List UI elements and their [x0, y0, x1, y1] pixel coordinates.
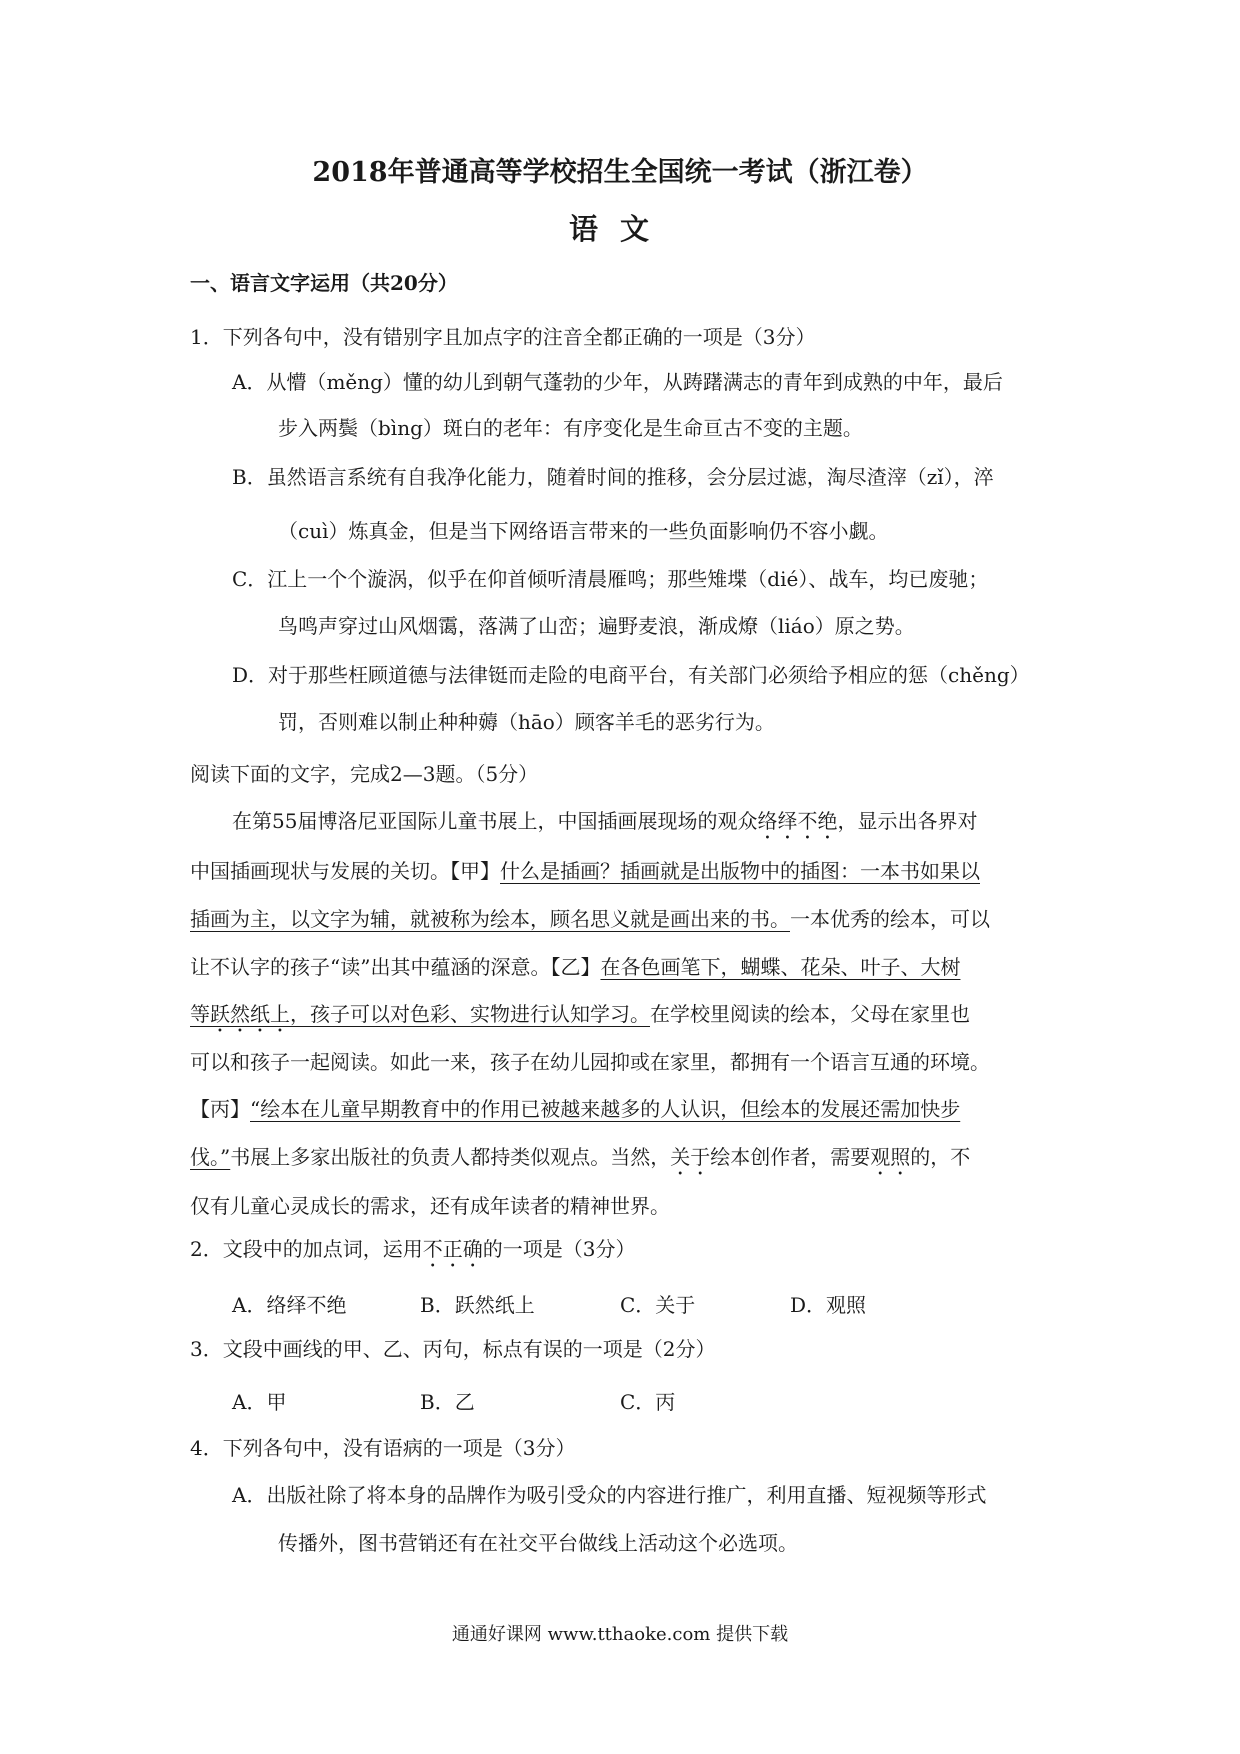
- footer-credit: 通通好课网 www.tthaoke.com 提供下载: [451, 1624, 789, 1645]
- q1-option-c-line1: C．江上一个个漩涡，似乎在仰首倾听清晨雁鸣；那些雉堞（dié）、战车，均已废驰；: [232, 567, 989, 591]
- q3-option-b: B．乙: [420, 1390, 475, 1414]
- underlined-sentence-jia: 什么是插画？插画就是出版物中的插图：一本书如果以: [500, 859, 980, 883]
- question-1-stem: 1．下列各句中，没有错别字且加点字的注音全都正确的一项是（3分）: [190, 325, 816, 349]
- q1-option-b-line2: （cuì）炼真金，但是当下网络语言带来的一些负面影响仍不容小觑。: [278, 519, 889, 543]
- reading-intro: 阅读下面的文字，完成2—3题。（5分）: [190, 762, 539, 786]
- q3-options: [0, 1386, 1240, 1416]
- q2-option-b: B．跃然纸上: [420, 1293, 535, 1317]
- q3-option-a: A．甲: [232, 1390, 287, 1414]
- question-4-stem: 4．下列各句中，没有语病的一项是（3分）: [190, 1436, 576, 1460]
- passage-line-9: 仅有儿童心灵成长的需求，还有成年读者的精神世界。: [190, 1194, 670, 1218]
- dotted-word-3: 关于: [670, 1145, 711, 1169]
- dotted-word-2: 跃然纸上: [210, 1002, 290, 1026]
- q1-option-a-line2: 步入两鬓（bìng）斑白的老年：有序变化是生命亘古不变的主题。: [278, 416, 863, 440]
- passage-line-1: 在第55届博洛尼亚国际儿童书展上，中国插画展现场的观众络绎不绝，显示出各界对: [232, 809, 978, 833]
- q2-option-d: D．观照: [790, 1293, 867, 1317]
- q1-option-a-line1: A．从懵（měng）懂的幼儿到朝气蓬勃的少年，从踌躇满志的青年到成熟的中年，最后: [232, 370, 1003, 394]
- underlined-sentence-yi: 在各色画笔下，蝴蝶、花朵、叶子、大树: [600, 955, 961, 979]
- question-3-stem: 3．文段中画线的甲、乙、丙句，标点有误的一项是（2分）: [190, 1337, 716, 1361]
- q2-option-c: C．关于: [620, 1293, 696, 1317]
- q1-option-d-line1: D．对于那些枉顾道德与法律铤而走险的电商平台，有关部门必须给予相应的惩（chěng）: [232, 663, 1030, 687]
- passage-line-7: 【丙】“绘本在儿童早期教育中的作用已被越来越多的人认识，但绘本的发展还需加快步: [190, 1097, 961, 1121]
- passage-line-6: 可以和孩子一起阅读。如此一来，孩子在幼儿园抑或在家里，都拥有一个语言互通的环境。: [190, 1050, 990, 1074]
- passage-line-5: 等跃然纸上，孩子可以对色彩、实物进行认知学习。在学校里阅读的绘本，父母在家里也: [190, 1002, 970, 1026]
- q3-option-c: C．丙: [620, 1390, 676, 1414]
- section-heading: 一、语言文字运用（共20分）: [190, 271, 458, 295]
- underlined-sentence-bing: “绘本在儿童早期教育中的作用已被越来越多的人认识，但绘本的发展还需加快步: [250, 1097, 961, 1121]
- q1-option-b-line1: B．虽然语言系统有自我净化能力，随着时间的推移，会分层过滤，淘尽渣滓（zǐ），淬: [232, 465, 994, 489]
- q4-option-a-line1: A．出版社除了将本身的品牌作为吸引受众的内容进行推广，利用直播、短视频等形式: [232, 1483, 987, 1507]
- dotted-word-1: 络绎不绝: [757, 809, 838, 833]
- passage-line-3: 插画为主，以文字为辅，就被称为绘本，顾名思义就是画出来的书。一本优秀的绘本，可以: [190, 907, 990, 931]
- q1-option-d-line2: 罚，否则难以制止种种薅（hāo）顾客羊毛的恶劣行为。: [278, 710, 775, 734]
- q1-option-c-line2: 鸟鸣声穿过山风烟霭，落满了山峦；遍野麦浪，渐成燎（liáo）原之势。: [278, 614, 915, 638]
- question-2-stem: 2．文段中的加点词，运用不正确的一项是（3分）: [190, 1237, 636, 1261]
- subject-title: 语文: [568, 212, 671, 246]
- exam-title: 2018年普通高等学校招生全国统一考试（浙江卷）: [312, 157, 928, 188]
- passage-line-4: 让不认字的孩子“读”出其中蕴涵的深意。【乙】在各色画笔下，蝴蝶、花朵、叶子、大树: [190, 955, 961, 979]
- q2-option-a: A．络绎不绝: [232, 1293, 347, 1317]
- q2-options: [0, 1289, 1240, 1319]
- passage-line-8: 伐。”书展上多家出版社的负责人都持类似观点。当然，关于绘本创作者，需要观照的，不: [190, 1145, 971, 1169]
- passage-line-2: 中国插画现状与发展的关切。【甲】什么是插画？插画就是出版物中的插图：一本书如果以: [190, 859, 980, 883]
- dotted-word-4: 观照: [870, 1145, 911, 1169]
- q4-option-a-line2: 传播外，图书营销还有在社交平台做线上活动这个必选项。: [278, 1531, 798, 1555]
